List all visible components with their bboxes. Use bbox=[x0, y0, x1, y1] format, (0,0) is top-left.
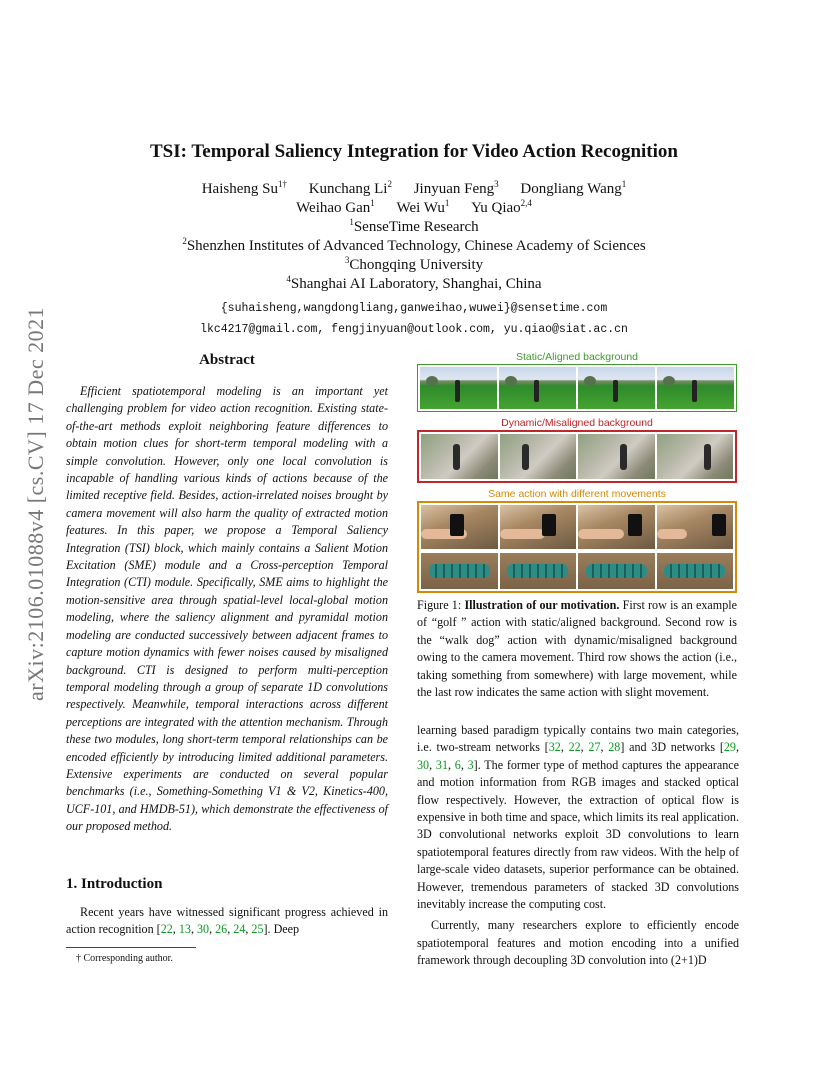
citation-link[interactable]: 24 bbox=[233, 922, 246, 937]
video-frame bbox=[500, 434, 577, 479]
arxiv-identifier: arXiv:2106.01088v4 [cs.CV] 17 Dec 2021 bbox=[23, 306, 48, 701]
author: Kunchang Li$^2$ bbox=[308, 179, 392, 197]
affiliation: $^1$SenseTime Research bbox=[349, 217, 479, 235]
figure-caption: Figure 1: Illustration of our motivation. First row is an example of “golf ” action with static/aligned background. Second row is the “walk dog” action with dynamic/misaligned background owing to the camera movement. Third row shows the action (i.e., taking something from somewhere) with large movement, while the last row indicates the same action with slight movement. bbox=[417, 598, 737, 700]
citation-link[interactable]: 31 bbox=[435, 757, 448, 772]
citation-link[interactable]: 25 bbox=[251, 922, 264, 937]
author: Weihao Gan$^1$ bbox=[296, 198, 375, 216]
affiliation: $^3$Chongqing University bbox=[344, 255, 484, 273]
email-line: lkc4217@gmail.com, fengjinyuan@outlook.com, yu.qiao@siat.ac.cn bbox=[200, 323, 628, 336]
footnote-divider bbox=[66, 947, 196, 948]
body-paragraph: learning based paradigm typically contains two main categories, i.e. two-stream networks [32, 22, 27, 28] and 3D networks [29, 30, 31, 6, 3]. The former type of method captures the appearance and motion information from RGB images and stacked optical flow respectively. However, the extraction of optical flow is expensive in both time and space, which limits its real application. 3D convolutional networks exploit 3D convolutions to learn spatiotemporal features directly from raw videos. With the help of large-scale video datasets, superior performance can be obtained. However, tremendous parameters of stacked 3D convolutions inevitably increase the computing cost. bbox=[417, 723, 739, 912]
right-column-text bbox=[417, 722, 739, 970]
affiliation: $^4$Shanghai AI Laboratory, Shanghai, China bbox=[286, 274, 542, 292]
video-frame bbox=[657, 505, 734, 549]
author-emails bbox=[0, 298, 828, 340]
video-frame bbox=[421, 553, 498, 589]
video-frame bbox=[500, 553, 577, 589]
frames-row-golf bbox=[417, 364, 737, 412]
introduction-paragraph: Recent years have witnessed significant progress achieved in action recognition [22, 13, 30, 26, 24, 25]. Deep bbox=[66, 905, 388, 937]
figure-label-same-action: Same action with different movements bbox=[488, 488, 666, 500]
frames-rows-same-action bbox=[417, 501, 737, 593]
citation-link[interactable]: 22 bbox=[568, 740, 581, 755]
video-frame bbox=[500, 505, 577, 549]
authors-row-1 bbox=[0, 180, 828, 199]
video-frame bbox=[657, 367, 734, 409]
video-frame bbox=[578, 367, 655, 409]
video-frame bbox=[421, 505, 498, 549]
video-frame bbox=[578, 505, 655, 549]
author: Jinyuan Feng$^3$ bbox=[413, 179, 499, 197]
authors-row-2 bbox=[0, 199, 828, 218]
citation-link[interactable]: 27 bbox=[588, 740, 601, 755]
section-heading-introduction: 1. Introduction bbox=[66, 876, 163, 892]
paper-title: TSI: Temporal Saliency Integration for Video Action Recognition bbox=[150, 141, 678, 162]
figure-1 bbox=[417, 350, 737, 701]
author-block bbox=[0, 180, 828, 340]
citation-link[interactable]: 13 bbox=[178, 922, 191, 937]
citation-link[interactable]: 3 bbox=[467, 757, 474, 772]
citation-link[interactable]: 6 bbox=[454, 757, 461, 772]
citation-link[interactable]: 32 bbox=[548, 740, 561, 755]
video-frame bbox=[578, 553, 655, 589]
frames-row-walk-dog bbox=[417, 430, 737, 483]
abstract-text: Efficient spatiotemporal modeling is an important yet challenging problem for video action recognition. Existing state-of-the-art methods exploit neighboring feature differences to obtain motion clues for short-term temporal modeling with a simple convolution. However, only one local convolution is incapable of handling various kinds of actions because of the limited receptive field. Besides, action-irrelated noises brought by camera movement will also harm the quality of extracted motion features. In this paper, we propose a Temporal Saliency Integration (TSI) block, which mainly contains a Salient Motion Excitation (SME) module and a Cross-perception Temporal Integration (CTI) module. Specifically, SME aims to highlight the motion-sensitive area through spatial-level local-global motion modeling, where the saliency alignment and pyramidal motion modeling are conducted successively between adjacent frames to capture motion dynamics with fewer noises caused by misaligned background. CTI is designed to perform multi-perception temporal modeling through a group of separate 1D convolutions respectively. Meanwhile, temporal interactions across different perceptions are integrated with the attention mechanism. Through these two modules, long short-term temporal relationships can be encoded efficiently by introducing limited additional parameters. Extensive experiments are conducted on several popular benchmarks (i.e., Something-Something V1 & V2, Kinetics-400, UCF-101, and HMDB-51), which demonstrate the effectiveness of our proposed method. bbox=[66, 384, 388, 834]
author: Haisheng $Su^{1\dagger}$ bbox=[201, 179, 287, 197]
video-frame bbox=[657, 553, 734, 589]
author: Wei Wu$^1$ bbox=[396, 198, 450, 216]
video-frame bbox=[421, 434, 498, 479]
body-paragraph: Currently, many researchers explore to efficiently encode spatiotemporal features and motion encoding into a unified framework through decoupling 3D convolution into (2+1)D bbox=[417, 918, 739, 968]
affiliation: $^2$Shenzhen Institutes of Advanced Technology, Chinese Academy of Sciences bbox=[182, 236, 646, 254]
video-frame bbox=[420, 367, 497, 409]
citation-link[interactable]: 28 bbox=[608, 740, 621, 755]
citation-link[interactable]: 29 bbox=[723, 740, 736, 755]
video-frame bbox=[657, 434, 734, 479]
email-line: {suhaisheng,wangdongliang,ganweihao,wuwei}@sensetime.com bbox=[220, 302, 608, 315]
abstract-section bbox=[66, 352, 388, 836]
citation-link[interactable]: 30 bbox=[196, 922, 210, 937]
citation-link[interactable]: 30 bbox=[417, 757, 430, 772]
author: Dongliang Wang$^1$ bbox=[520, 179, 627, 197]
abstract-heading: Abstract bbox=[199, 352, 255, 368]
citation-link[interactable]: 22 bbox=[160, 922, 173, 937]
author: Yu Qiao$^{2,4}$ bbox=[471, 198, 532, 216]
video-frame bbox=[578, 434, 655, 479]
figure-label-dynamic: Dynamic/Misaligned background bbox=[501, 417, 653, 429]
citation-link[interactable]: 26 bbox=[215, 922, 228, 937]
figure-label-static: Static/Aligned background bbox=[516, 351, 638, 363]
video-frame bbox=[499, 367, 576, 409]
footnote: † Corresponding author. bbox=[76, 953, 173, 964]
